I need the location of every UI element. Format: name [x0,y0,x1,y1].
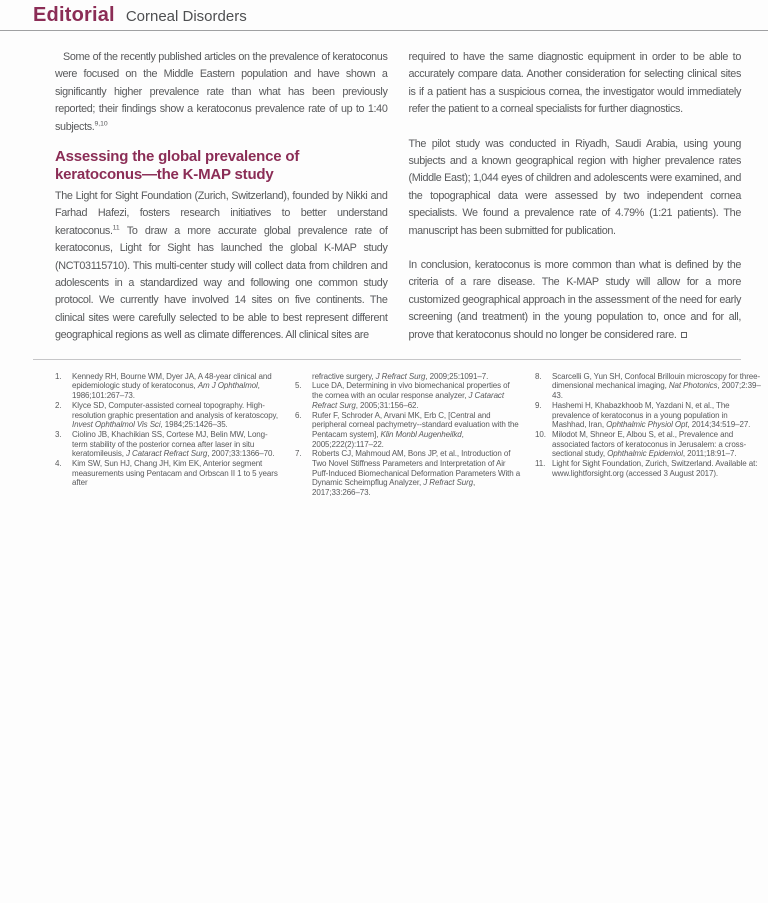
section-heading-kmap [55,148,388,184]
reference-number: 9. [535,400,542,410]
paragraph-text: In conclusion, keratoconus is more common than what is defined by the criteria of a rare disease. The K-MAP study will allow for a more customized geographical approach in the assessment of the need for early screening (and treatment) in the young population to, once and for all, prove that keratoconus should no longer be considered rare. [408,259,741,341]
end-of-article-icon [681,332,687,338]
reference-number: 11. [535,459,546,469]
paragraph-text: Some of the recently published articles on the prevalence of keratoconus were focused on the Middle Eastern population and have shown a significantly higher prevalence rate than what has been previously reported; their findings show a keratoconus prevalence rate of up to 1:40 subjects. [55,51,388,133]
reference-item [55,459,281,488]
reference-text: Kennedy RH, Bourne WM, Dyer JA, A 48-year clinical and epidemiologic study of keratoconus, Am J Ophthalmol, 1986;101:267–73. [72,371,272,401]
topic-label: Corneal Disorders [125,8,247,25]
reference-number: 5. [295,381,302,391]
reference-number: 4. [55,459,62,469]
reference-number: 6. [295,410,302,420]
reference-number: 2. [55,400,62,410]
reference-text: refractive surgery, J Refract Surg, 2009;25:1091–7. [312,371,489,381]
heading-line: Assessing the global prevalence of [55,148,300,166]
citation-superscript: 9,10 [94,120,108,128]
reference-number: 1. [55,371,62,381]
reference-text: Hashemi H, Khabazkhoob M, Yazdani N, et al., The prevalence of keratoconus in a young population in Mashhad, Iran, Ophthalmic Physiol Opt, 2014;34:519–27. [552,400,751,430]
reference-number [295,372,312,382]
reference-number: 10. [535,429,546,439]
heading-line: keratoconus—the K-MAP study [55,166,274,184]
reference-text: Ciolino JB, Khachikian SS, Cortese MJ, Belin MW, Long-term stability of the posterior cornea after laser in situ keratomileusis, J Cataract Refract Surg, 2007;33:1366–70. [72,429,275,459]
reference-text: Rufer F, Schroder A, Arvani MK, Erb C, [Central and peripheral corneal pachymetry--standard evaluation with the Pentacam system], Klin Monbl Augenheilkd, 2005;222(2):117–22. [312,410,519,449]
paragraph-conclusion [409,257,742,344]
paragraph-prevalence-intro [55,49,388,136]
page-header [33,4,247,27]
paragraph-text: The Light for Sight Foundation (Zurich, Switzerland), founded by Nikki and Farhad Hafezi, fosters research initiatives to better understand keratoconus. [55,190,388,237]
reference-text: Milodot M, Shneor E, Albou S, et al., Prevalence and associated factors of keratoconus in Jerusalem: a cross-sectional study, Ophthalmic Epidemiol, 2011;18:91–7. [552,429,747,459]
citation-superscript: 11 [112,224,120,232]
reference-item [55,401,281,430]
reference-item [535,430,761,459]
header-divider [0,30,768,31]
references-column-2 [295,372,521,498]
reference-item [295,449,521,498]
reference-text: Scarcelli G, Yun SH, Confocal Brillouin microscopy for three-dimensional mechanical imaging, Nat Photonics, 2007;2:39–43. [552,371,761,401]
reference-item [295,411,521,450]
reference-text: Luce DA, Determining in vivo biomechanical properties of the cornea with an ocular response analyzer, J Cataract Refract Surg, 2005;31:156–62. [312,381,510,410]
paragraph-equipment [409,49,742,119]
reference-number: 7. [295,449,302,459]
paragraph-text: required to have the same diagnostic equipment in order to be able to accurately compare data. Another consideration for selecting clinical sites is if a patient has a suspicious cornea, the investigator would immediately refer the patient to a corneal specialists for further diagnostics. [408,51,741,116]
references-section [55,372,761,498]
reference-item [295,372,521,382]
article-column-left [55,49,388,345]
reference-text: Light for Sight Foundation, Zurich, Switzerland. Available at: www.lightforsight.org (accessed 3 August 2017). [552,459,758,478]
article-body [55,49,741,345]
page-content [55,49,761,498]
paragraph-text: The pilot study was conducted in Riyadh, Saudi Arabia, using young subjects and a known geographical region with higher prevalence rates (Middle East); 1,044 eyes of children and adolescents were examined, and the topographical data were assessed by two independent cornea specialists. We found a prevalence rate of 4.79% (1:21 patients). The manuscript has been submitted for publication. [408,137,741,237]
reference-item [535,459,761,478]
section-label: Editorial [33,4,115,26]
reference-item [295,381,521,410]
references-column-1 [55,372,281,498]
reference-item [55,372,281,401]
references-divider [33,359,741,360]
reference-text: Klyce SD, Computer-assisted corneal topography. High-resolution graphic presentation and analysis of keratoscopy, Invest Ophthalmol Vis Sci, 1984;25:1426–35. [72,400,278,430]
reference-item [535,372,761,401]
article-column-right [409,49,742,345]
reference-item [535,401,761,430]
reference-number: 8. [535,371,542,381]
reference-item [55,430,281,459]
reference-text: Roberts CJ, Mahmoud AM, Bons JP, et al., Introduction of Two Novel Stiffness Parameters and Interpretation of Air Puff-Induced Biomechanical Deformation Parameters With a Dynamic Scheimpflug Analyzer, J Refract Surg, 2017;33:266–73. [312,449,521,498]
paragraph-kmap-study [55,188,388,345]
references-column-3 [535,372,761,498]
reference-number: 3. [55,429,62,439]
paragraph-pilot-study [409,136,742,240]
reference-text: Kim SW, Sun HJ, Chang JH, Kim EK, Anterior segment measurements using Pentacam and Orbscan II 1 to 5 years after [72,459,278,488]
paragraph-text: To draw a more accurate global prevalence rate of keratoconus, Light for Sight has launched the global K-MAP study (NCT03115710). This multi-center study will collect data from children and adolescents in a standardized way and following one common study protocol. We currently have involved 14 sites on five continents. The clinical sites were carefully selected to be able to best represent different geographical regions as well as climate differences. All clinical sites are [55,224,388,342]
